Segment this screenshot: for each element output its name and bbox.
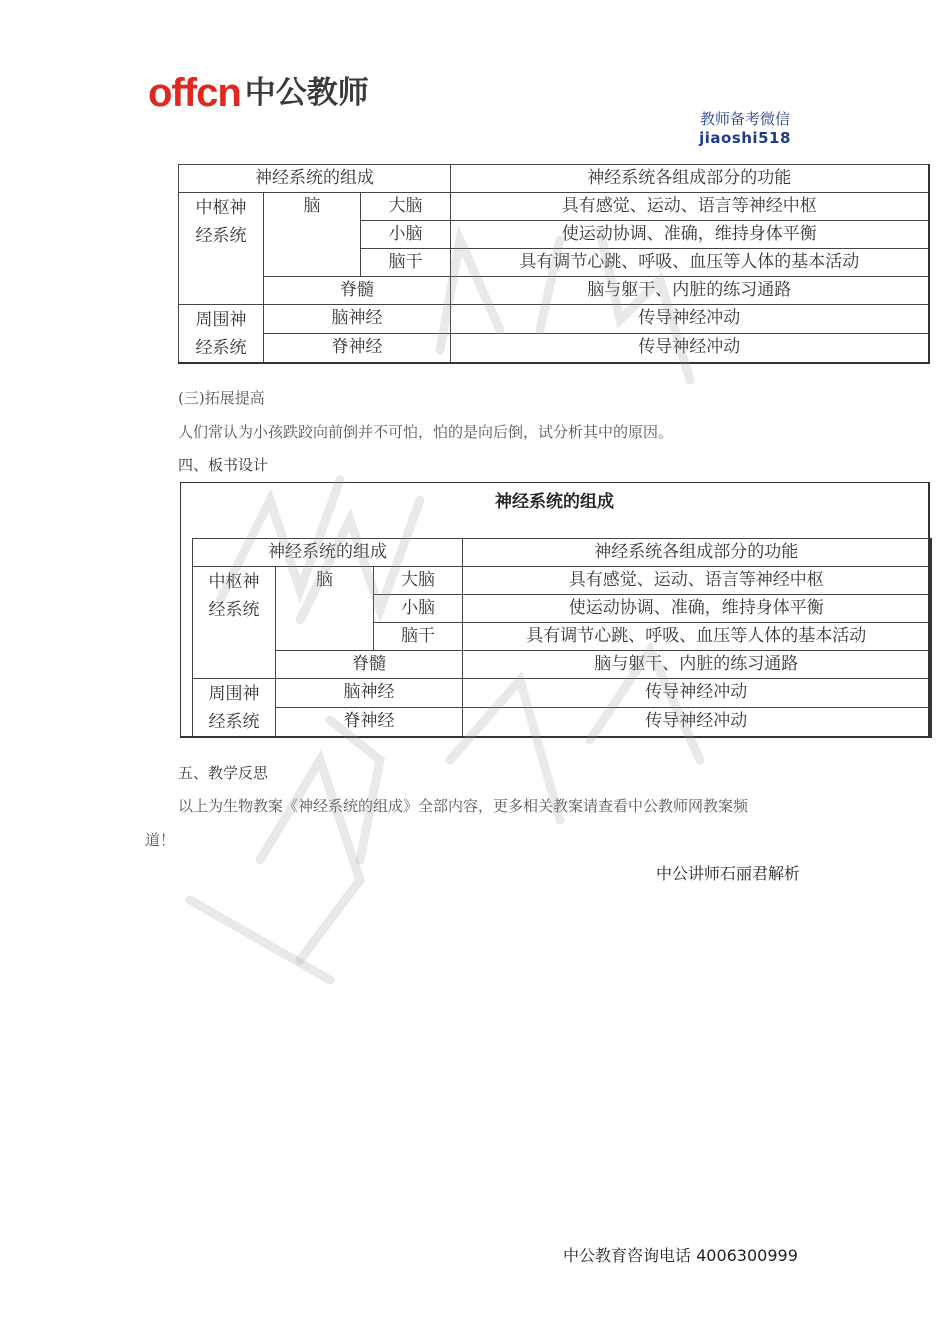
peripheral-nervous-system-cell: 周围神 经系统	[193, 679, 276, 738]
wechat-label: 教师备考微信	[699, 110, 790, 128]
board-title: 神经系统的组成	[495, 492, 614, 512]
table-row	[193, 679, 931, 708]
spinal-nerve-cell: 脊神经	[276, 707, 463, 737]
brainstem-cell: 脑干	[374, 623, 463, 651]
nervous-system-table	[178, 164, 930, 364]
footer-hotline: 中公教育咨询电话 4006300999	[563, 1246, 798, 1265]
spinal-cord-function-cell: 脑与躯干、内脏的练习通路	[451, 277, 929, 305]
cranial-nerve-cell: 脑神经	[264, 305, 451, 334]
wechat-info	[690, 110, 800, 148]
cranial-nerve-function-cell: 传导神经冲动	[463, 679, 931, 708]
cerebellum-function-cell: 使运动协调、准确，维持身体平衡	[463, 595, 931, 623]
brain-cell: 脑	[264, 193, 361, 277]
table-row	[193, 707, 931, 737]
table-row	[179, 333, 929, 363]
offcn-logo	[148, 68, 369, 118]
table-row	[179, 165, 929, 193]
cerebellum-cell: 小脑	[374, 595, 463, 623]
table-header-function: 神经系统各组成部分的功能	[451, 165, 929, 193]
cerebellum-function-cell: 使运动协调、准确，维持身体平衡	[451, 221, 929, 249]
logo-latin-text: offcn	[148, 71, 241, 115]
peripheral-nervous-system-cell: 周围神 经系统	[179, 305, 264, 364]
cerebellum-cell: 小脑	[361, 221, 451, 249]
table-header-composition: 神经系统的组成	[193, 539, 463, 567]
brain-cell: 脑	[276, 567, 374, 651]
table-header-function: 神经系统各组成部分的功能	[463, 539, 931, 567]
logo-chinese-text: 中公教师	[244, 74, 369, 111]
cerebrum-function-cell: 具有感觉、运动、语言等神经中枢	[463, 567, 931, 595]
table-row	[179, 193, 929, 221]
spinal-nerve-function-cell: 传导神经冲动	[451, 333, 929, 363]
table-row	[193, 539, 931, 567]
spinal-nerve-function-cell: 传导神经冲动	[463, 707, 931, 737]
section5-heading: 五、教学反思	[178, 764, 269, 782]
cranial-nerve-function-cell: 传导神经冲动	[451, 305, 929, 334]
central-nervous-system-cell: 中枢神 经系统	[179, 193, 264, 305]
spinal-cord-cell: 脊髓	[264, 277, 451, 305]
section3-heading: (三)拓展提高	[178, 389, 265, 407]
table-row	[179, 305, 929, 334]
wechat-id: jiaoshi518	[699, 129, 791, 147]
cranial-nerve-cell: 脑神经	[276, 679, 463, 708]
cerebrum-cell: 大脑	[361, 193, 451, 221]
section4-heading: 四、板书设计	[178, 456, 269, 474]
spinal-cord-function-cell: 脑与躯干、内脏的练习通路	[463, 651, 931, 679]
brainstem-function-cell: 具有调节心跳、呼吸、血压等人体的基本活动	[451, 249, 929, 277]
cerebrum-cell: 大脑	[374, 567, 463, 595]
brainstem-function-cell: 具有调节心跳、呼吸、血压等人体的基本活动	[463, 623, 931, 651]
central-nervous-system-cell: 中枢神 经系统	[193, 567, 276, 679]
spinal-nerve-cell: 脊神经	[264, 333, 451, 363]
section5-text-line2: 道！	[145, 831, 176, 849]
author-credit: 中公讲师石丽君解析	[656, 864, 801, 883]
section5-text-line1: 以上为生物教案《神经系统的组成》全部内容，更多相关教案请查看中公教师网教案频	[178, 797, 749, 815]
section3-text: 人们常认为小孩跌跤向前倒并不可怕，怕的是向后倒，试分析其中的原因。	[178, 423, 674, 441]
cerebrum-function-cell: 具有感觉、运动、语言等神经中枢	[451, 193, 929, 221]
table-row	[193, 567, 931, 595]
spinal-cord-cell: 脊髓	[276, 651, 463, 679]
board-nervous-system-table	[192, 538, 932, 738]
brainstem-cell: 脑干	[361, 249, 451, 277]
table-row	[179, 277, 929, 305]
table-header-composition: 神经系统的组成	[179, 165, 451, 193]
table-row	[193, 651, 931, 679]
